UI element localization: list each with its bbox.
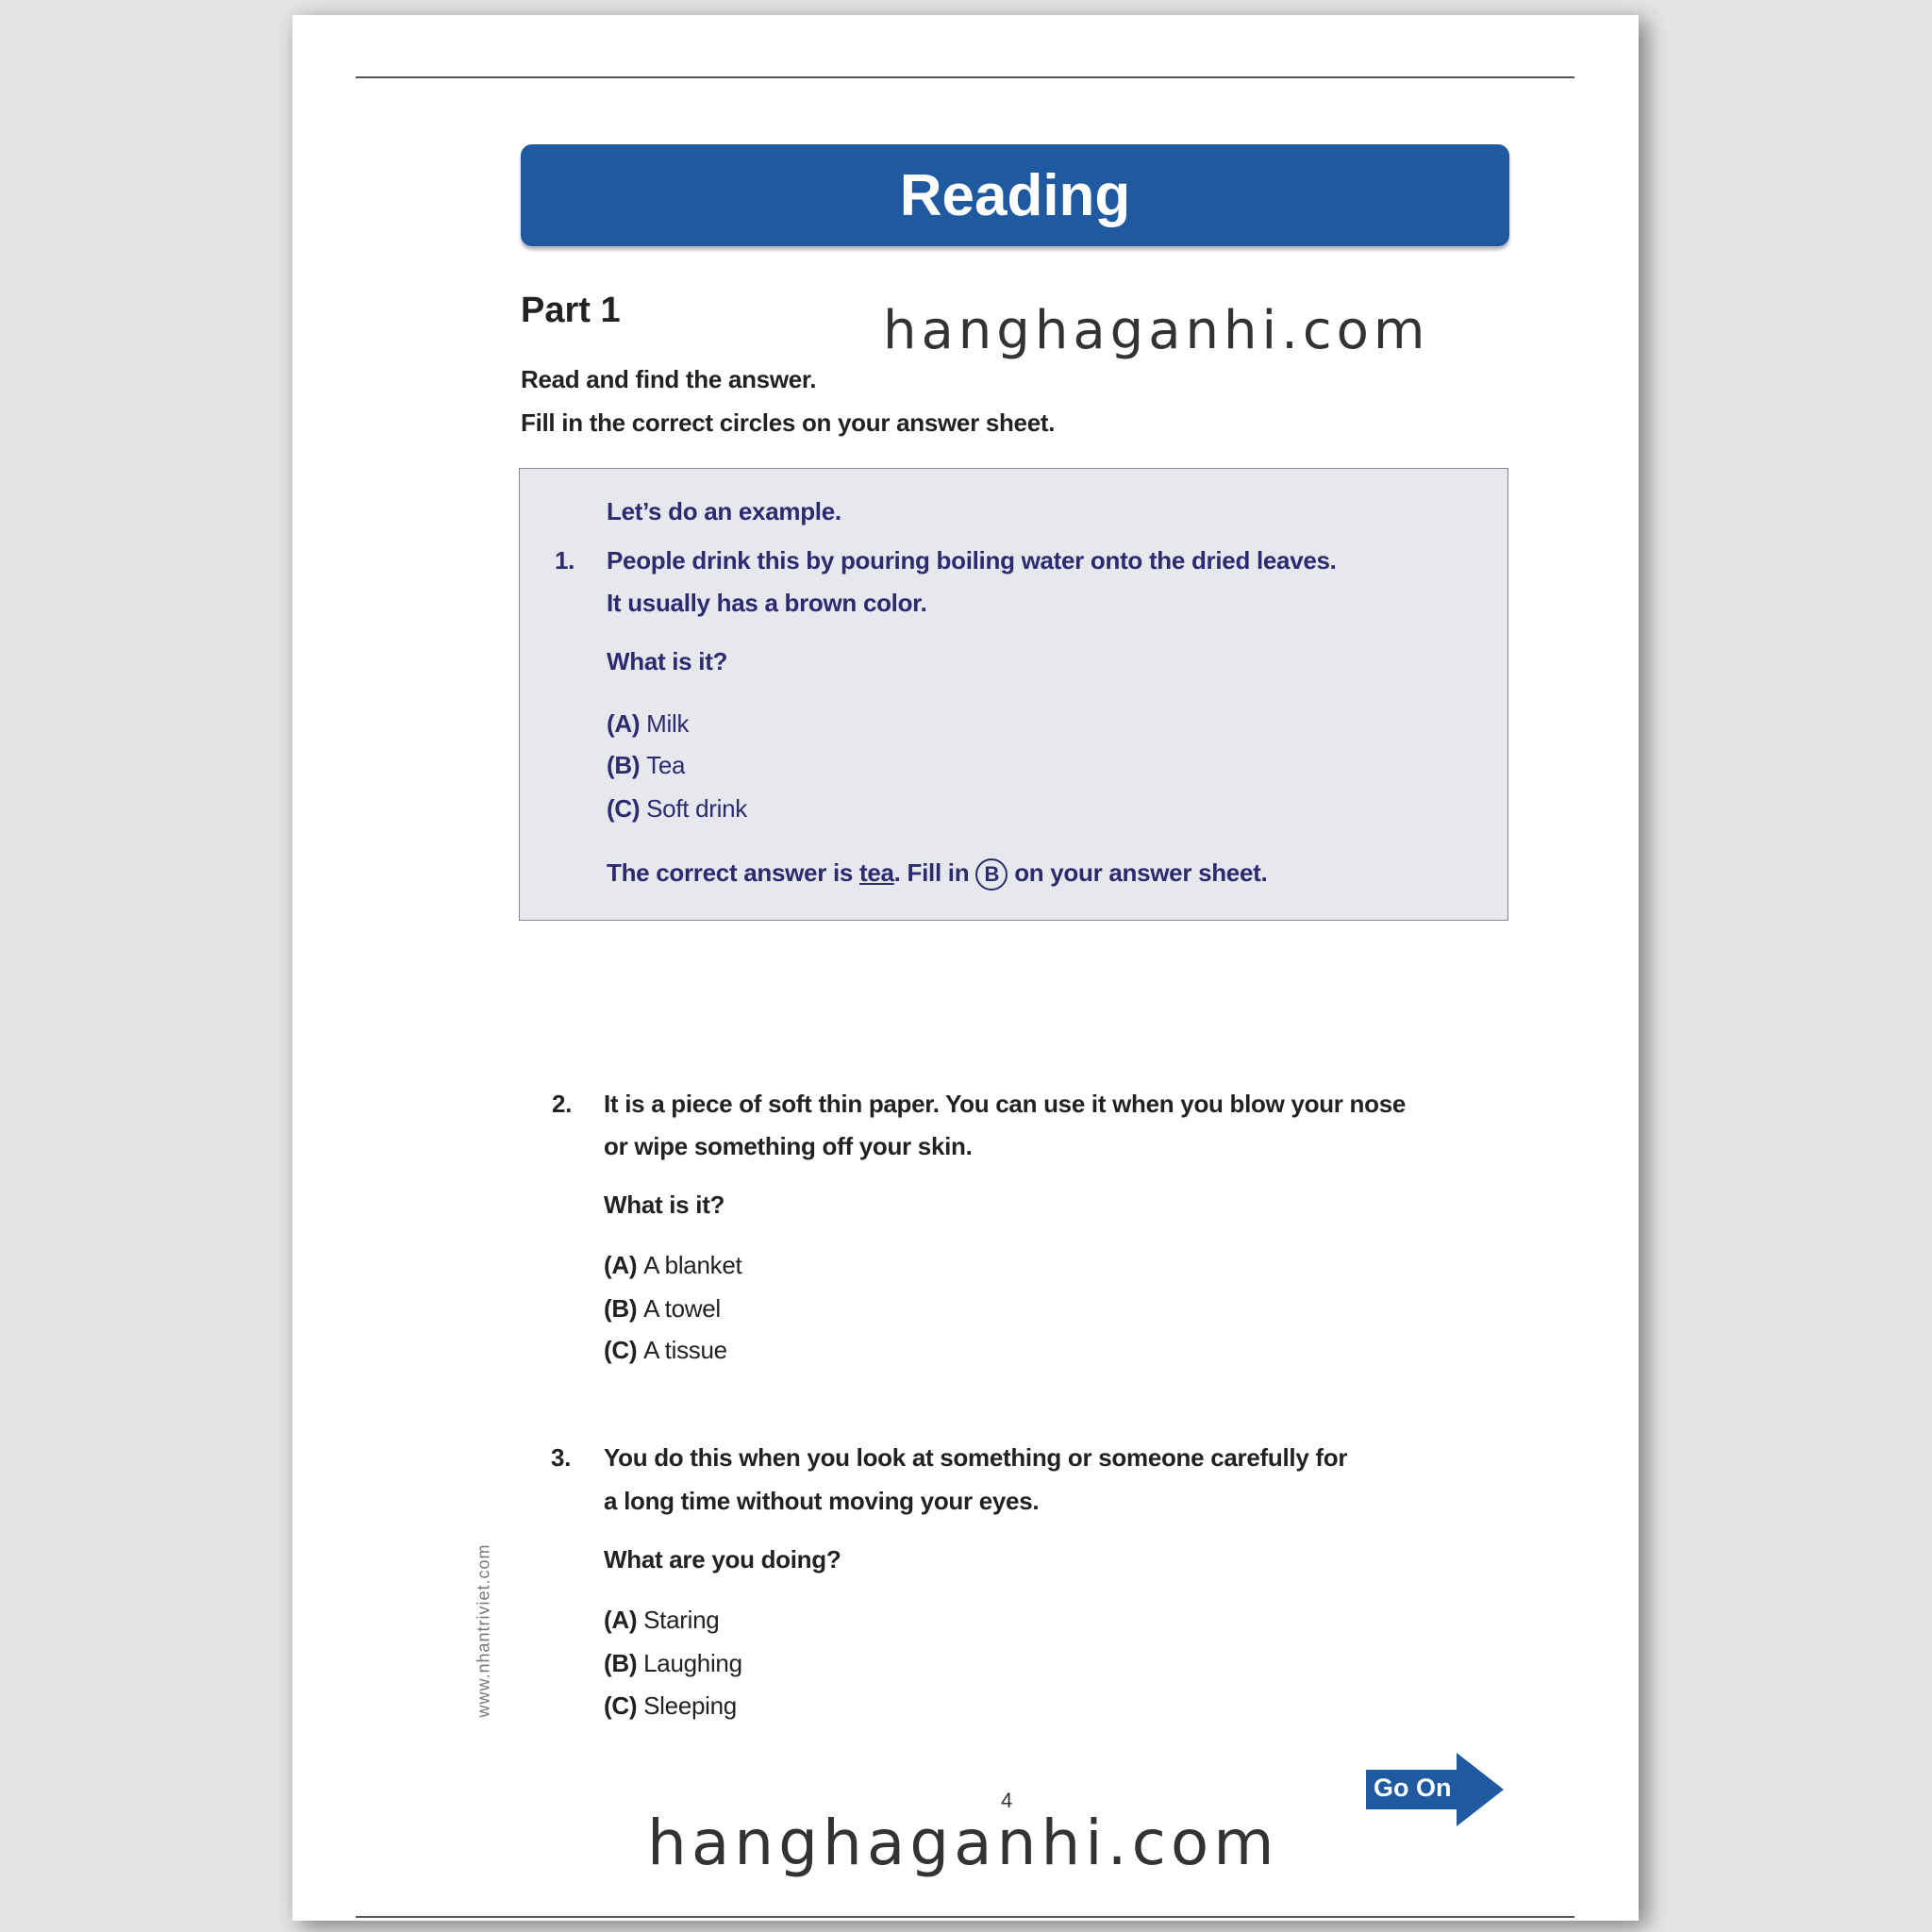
watermark-top: hanghaganhi.com [883, 300, 1430, 361]
q2-option-b: (B) A towel [604, 1294, 721, 1323]
side-url: www.nhantriviet.com [474, 1543, 493, 1718]
page-number: 4 [1001, 1789, 1013, 1812]
q2-number: 2. [552, 1090, 573, 1118]
bottom-rule [356, 1916, 1574, 1918]
example-option-c: (C) Soft drink [607, 794, 747, 823]
example-line: People drink this by pouring boiling water onto the dried leaves. [607, 546, 1337, 575]
go-on-arrow [1366, 1753, 1504, 1826]
q3-option-c: (C) Sleeping [604, 1691, 737, 1720]
q2-option-c: (C) A tissue [604, 1336, 727, 1364]
q3-line: You do this when you look at something or someone carefully for [604, 1443, 1348, 1472]
instruction-1: Read and find the answer. [521, 365, 817, 393]
answer-circle-b: B [975, 858, 1008, 891]
q2-option-a: (A) A blanket [604, 1251, 742, 1279]
q3-question: What are you doing? [604, 1545, 841, 1574]
example-line: It usually has a brown color. [607, 589, 927, 617]
example-box [519, 468, 1508, 921]
q3-number: 3. [551, 1443, 572, 1472]
example-option-b: (B) Tea [607, 751, 686, 779]
example-intro: Let’s do an example. [607, 497, 841, 525]
q3-line: a long time without moving your eyes. [604, 1487, 1040, 1515]
q3-option-a: (A) Staring [604, 1606, 720, 1634]
instruction-2: Fill in the correct circles on your answer sheet. [521, 408, 1056, 437]
q2-question: What is it? [604, 1191, 725, 1219]
watermark-bottom: hanghaganhi.com [647, 1807, 1279, 1879]
q2-line: It is a piece of soft thin paper. You can use it when you blow your nose [604, 1090, 1407, 1118]
example-question: What is it? [607, 647, 728, 675]
example-option-a: (A) Milk [607, 709, 690, 738]
example-answer: The correct answer is tea. Fill in B on your answer sheet. [607, 858, 1267, 891]
section-title: Reading [899, 162, 1131, 228]
example-number: 1. [555, 546, 575, 575]
go-on-label: Go On [1374, 1774, 1452, 1802]
part-title: Part 1 [521, 291, 621, 330]
top-rule [356, 76, 1574, 78]
q2-line: or wipe something off your skin. [604, 1132, 973, 1160]
q3-option-b: (B) Laughing [604, 1649, 742, 1677]
section-banner [521, 144, 1509, 246]
